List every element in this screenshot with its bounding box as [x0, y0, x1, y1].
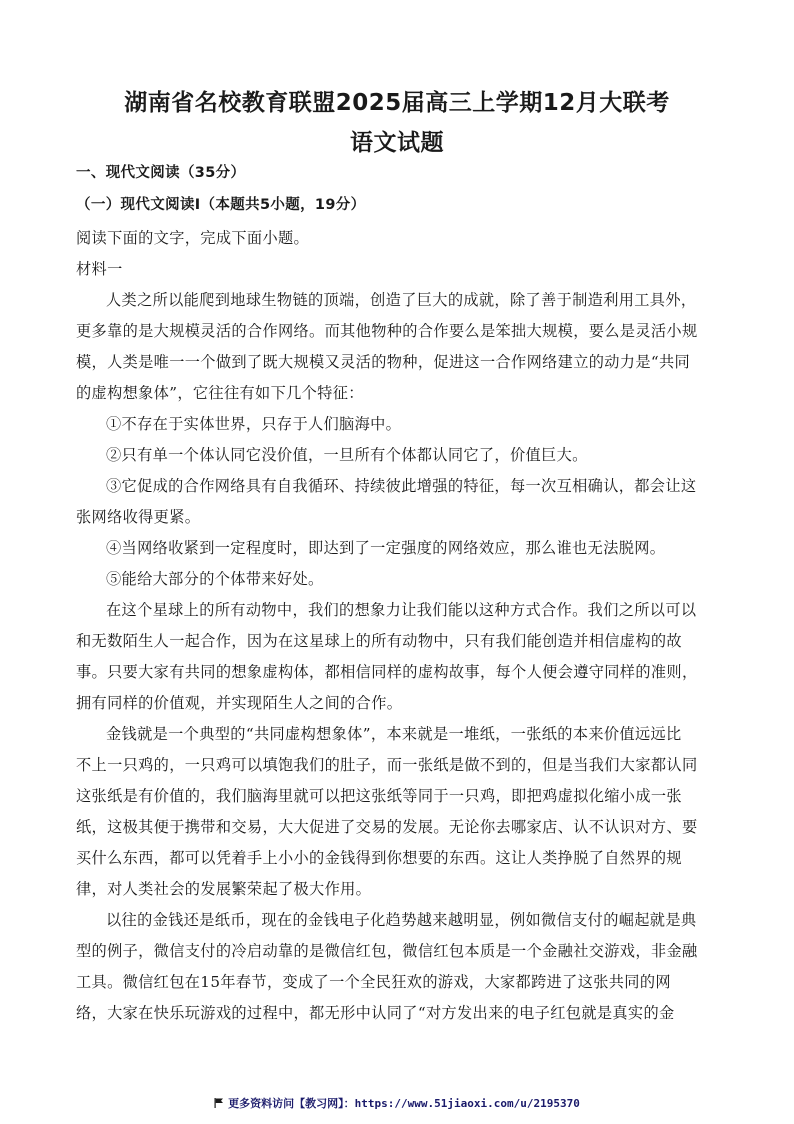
paragraph-line: 型的例子，微信支付的冷启动靠的是微信红包，微信红包本质是一个金融社交游戏，非金融 [76, 942, 698, 960]
paragraph-line: 在这个星球上的所有动物中，我们的想象力让我们能以这种方式合作。我们之所以可以 [106, 601, 697, 619]
paragraph-line: 事。只要大家有共同的想象虚构体，都相信同样的虚构故事，每个人便会遵守同样的准则， [76, 663, 698, 681]
paragraph-line: 模，人类是唯一一个做到了既大规模又灵活的物种，促进这一合作网络建立的动力是“共同 [76, 353, 691, 371]
paragraph-line: 络，大家在快乐玩游戏的过程中，都无形中认同了“对方发出来的电子红包就是真实的金 [76, 1004, 675, 1022]
paragraph-line: 和无数陌生人一起合作，因为在这星球上的所有动物中，只有我们能创造并相信虚构的故 [76, 632, 682, 650]
document-title: 湖南省名校教育联盟2025届高三上学期12月大联考 [124, 90, 670, 116]
paragraph-line: 不上一只鸡的，一只鸡可以填饱我们的肚子，而一张纸是做不到的，但是当我们大家都认同 [76, 756, 698, 774]
paragraph-line: 工具。微信红包在15年春节，变成了一个全民狂欢的游戏，大家都跨进了这张共同的网 [76, 973, 671, 991]
feature-item: ④当网络收紧到一定程度时，即达到了一定强度的网络效应，那么谁也无法脱网。 [106, 539, 666, 557]
paragraph-line: 拥有同样的价值观，并实现陌生人之间的合作。 [76, 694, 403, 712]
feature-item: ③它促成的合作网络具有自我循环、持续彼此增强的特征，每一次互相确认，都会让这 [106, 477, 697, 495]
feature-item: ⑤能给大部分的个体带来好处。 [106, 570, 324, 588]
material-label: 材料一 [76, 260, 123, 278]
paragraph-line: 金钱就是一个典型的“共同虚构想象体”，本来就是一堆纸，一张纸的本来价值远远比 [106, 725, 682, 743]
subsection-heading: （一）现代文阅读Ⅰ（本题共5小题，19分） [76, 197, 366, 213]
feature-item: ①不存在于实体世界，只存于人们脑海中。 [106, 415, 402, 433]
paragraph-line: 张网络收得更紧。 [76, 508, 201, 526]
paragraph-line: 这张纸是有价值的，我们脑海里就可以把这张纸等同于一只鸡，即把鸡虚拟化缩小成一张 [76, 787, 682, 805]
paragraph-line: 人类之所以能爬到地球生物链的顶端，创造了巨大的成就，除了善于制造利用工具外， [106, 291, 697, 309]
paragraph-line: 纸，这极其便于携带和交易，大大促进了交易的发展。无论你去哪家店、认不认识对方、要 [76, 818, 698, 836]
paragraph-line: 更多靠的是大规模灵活的合作网络。而其他物种的合作要么是笨拙大规模，要么是灵活小规 [76, 322, 698, 340]
footer [0, 1095, 794, 1111]
flag-icon [214, 1098, 224, 1108]
paragraph-line: 买什么东西，都可以凭着手上小小的金钱得到你想要的东西。这让人类挣脱了自然界的规 [76, 849, 682, 867]
document-subtitle: 语文试题 [350, 130, 444, 156]
paragraph-line: 律，对人类社会的发展繁荣起了极大作用。 [76, 880, 372, 898]
paragraph-line: 以往的金钱还是纸币，现在的金钱电子化趋势越来越明显，例如微信支付的崛起就是典 [106, 911, 697, 929]
paragraph-line: 的虚构想象体”，它往往有如下几个特征： [76, 384, 364, 402]
instruction-text: 阅读下面的文字，完成下面小题。 [76, 229, 310, 247]
footer-link[interactable]: 更多资料访问【教习网】：https://www.51jiaoxi.com/u/2195370 [228, 1097, 580, 1110]
feature-item: ②只有单一个体认同它没价值，一旦所有个体都认同它了，价值巨大。 [106, 446, 588, 464]
section-heading: 一、现代文阅读（35分） [76, 165, 246, 181]
